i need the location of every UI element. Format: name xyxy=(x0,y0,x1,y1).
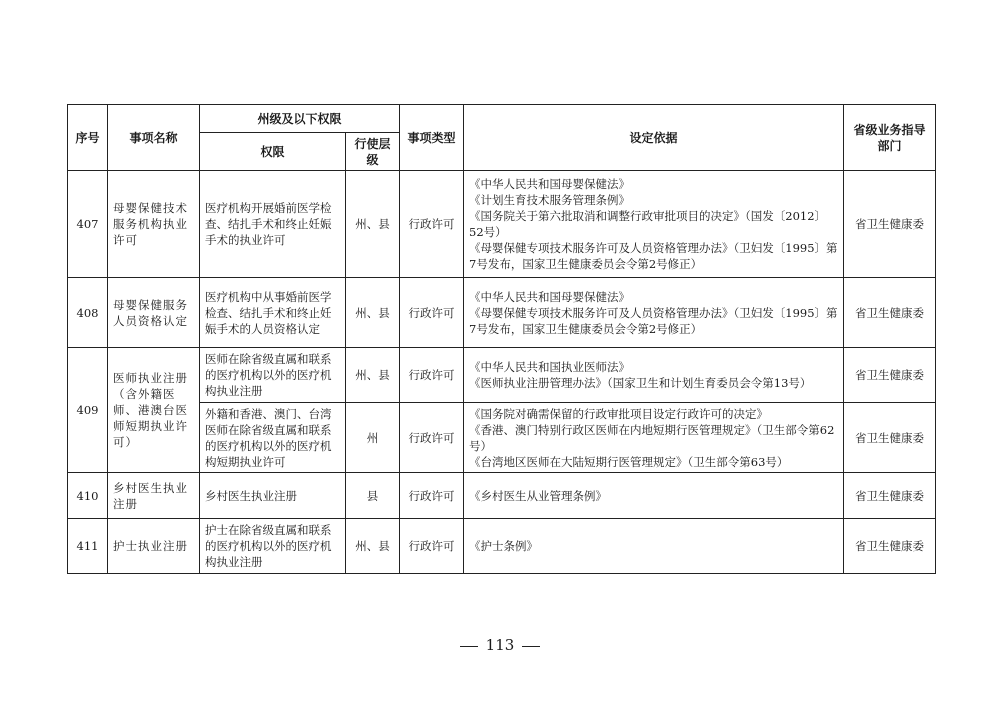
permission-table xyxy=(67,104,936,574)
page-number: 113 xyxy=(485,636,515,654)
header-dept: 省级业务指导部门 xyxy=(844,105,936,171)
row-level: 州、县 xyxy=(346,519,400,574)
footer-dash-right xyxy=(522,646,540,647)
row-dept: 省卫生健康委 xyxy=(844,519,936,574)
basis-line: 《中华人民共和国母婴保健法》 xyxy=(469,289,631,304)
basis-line: 《医师执业注册管理办法》（国家卫生和计划生育委员会令第13号） xyxy=(469,376,812,390)
basis-line: 《护士条例》 xyxy=(469,539,539,553)
row-level: 州、县 xyxy=(346,348,400,403)
row-item-name: 母婴保健服务人员资格认定 xyxy=(108,278,200,348)
basis-line: 《母婴保健专项技术服务许可及人员资格管理办法》（卫妇发〔1995〕第7号发布，国家卫生健康委员会令第2号修正） xyxy=(469,241,838,271)
row-seq: 408 xyxy=(68,278,108,348)
table-row xyxy=(68,519,936,574)
basis-line: 《香港、澳门特别行政区医师在内地短期行医管理规定》（卫生部令第62号） xyxy=(469,422,835,453)
row-seq: 410 xyxy=(68,473,108,519)
row-dept: 省卫生健康委 xyxy=(844,403,936,473)
header-item-type: 事项类型 xyxy=(400,105,464,171)
row-type: 行政许可 xyxy=(400,348,464,403)
row-level: 州、县 xyxy=(346,171,400,278)
row-basis xyxy=(464,403,844,473)
table-row xyxy=(68,473,936,519)
row-type: 行政许可 xyxy=(400,403,464,473)
row-seq: 407 xyxy=(68,171,108,278)
row-level: 州、县 xyxy=(346,278,400,348)
basis-line: 《计划生育技术服务管理条例》 xyxy=(469,193,631,207)
row-item-name: 护士执业注册 xyxy=(108,519,200,574)
row-authority: 医师在除省级直属和联系的医疗机构以外的医疗机构执业注册 xyxy=(200,348,346,403)
table-row xyxy=(68,348,936,403)
basis-line: 《乡村医生从业管理条例》 xyxy=(469,488,608,503)
page-footer xyxy=(0,636,1000,654)
header-item-name: 事项名称 xyxy=(108,105,200,171)
row-type: 行政许可 xyxy=(400,171,464,278)
row-authority: 医疗机构中从事婚前医学检查、结扎手术和终止妊娠手术的人员资格认定 xyxy=(200,278,346,348)
table-row xyxy=(68,171,936,278)
header-basis: 设定依据 xyxy=(464,105,844,171)
footer-dash-left xyxy=(460,646,478,647)
header-level: 行使层级 xyxy=(346,133,400,171)
row-basis xyxy=(464,278,844,348)
header-seq: 序号 xyxy=(68,105,108,171)
basis-line: 《台湾地区医师在大陆短期行医管理规定》（卫生部令第63号） xyxy=(469,454,789,469)
basis-line: 《中华人民共和国母婴保健法》 xyxy=(469,177,631,191)
basis-line: 《国务院对确需保留的行政审批项目设定行政许可的决定》 xyxy=(469,406,769,421)
row-item-name: 乡村医生执业注册 xyxy=(108,473,200,519)
row-type: 行政许可 xyxy=(400,519,464,574)
row-dept: 省卫生健康委 xyxy=(844,278,936,348)
header-authority: 权限 xyxy=(200,133,346,171)
header-authority-group: 州级及以下权限 xyxy=(200,105,400,133)
row-seq: 411 xyxy=(68,519,108,574)
basis-line: 《国务院关于第六批取消和调整行政审批项目的决定》（国发〔2012〕52号） xyxy=(469,209,827,239)
row-dept: 省卫生健康委 xyxy=(844,473,936,519)
row-dept: 省卫生健康委 xyxy=(844,348,936,403)
row-basis xyxy=(464,348,844,403)
row-type: 行政许可 xyxy=(400,278,464,348)
basis-line: 《中华人民共和国执业医师法》 xyxy=(469,360,631,374)
row-seq: 409 xyxy=(68,348,108,473)
row-item-name: 母婴保健技术服务机构执业许可 xyxy=(108,171,200,278)
table-row xyxy=(68,278,936,348)
row-authority: 医疗机构开展婚前医学检查、结扎手术和终止妊娠手术的执业许可 xyxy=(200,171,346,278)
row-authority: 护士在除省级直属和联系的医疗机构以外的医疗机构执业注册 xyxy=(200,519,346,574)
row-basis xyxy=(464,473,844,519)
row-level: 县 xyxy=(346,473,400,519)
row-basis xyxy=(464,171,844,278)
row-basis xyxy=(464,519,844,574)
row-level: 州 xyxy=(346,403,400,473)
row-type: 行政许可 xyxy=(400,473,464,519)
row-item-name: 医师执业注册（含外籍医师、港澳台医师短期执业许可） xyxy=(108,348,200,473)
row-authority: 外籍和香港、澳门、台湾医师在除省级直属和联系的医疗机构以外的医疗机构短期执业许可 xyxy=(200,403,346,473)
row-dept: 省卫生健康委 xyxy=(844,171,936,278)
basis-line: 《母婴保健专项技术服务许可及人员资格管理办法》（卫妇发〔1995〕第7号发布，国家卫生健康委员会令第2号修正） xyxy=(469,305,838,336)
row-authority: 乡村医生执业注册 xyxy=(200,473,346,519)
